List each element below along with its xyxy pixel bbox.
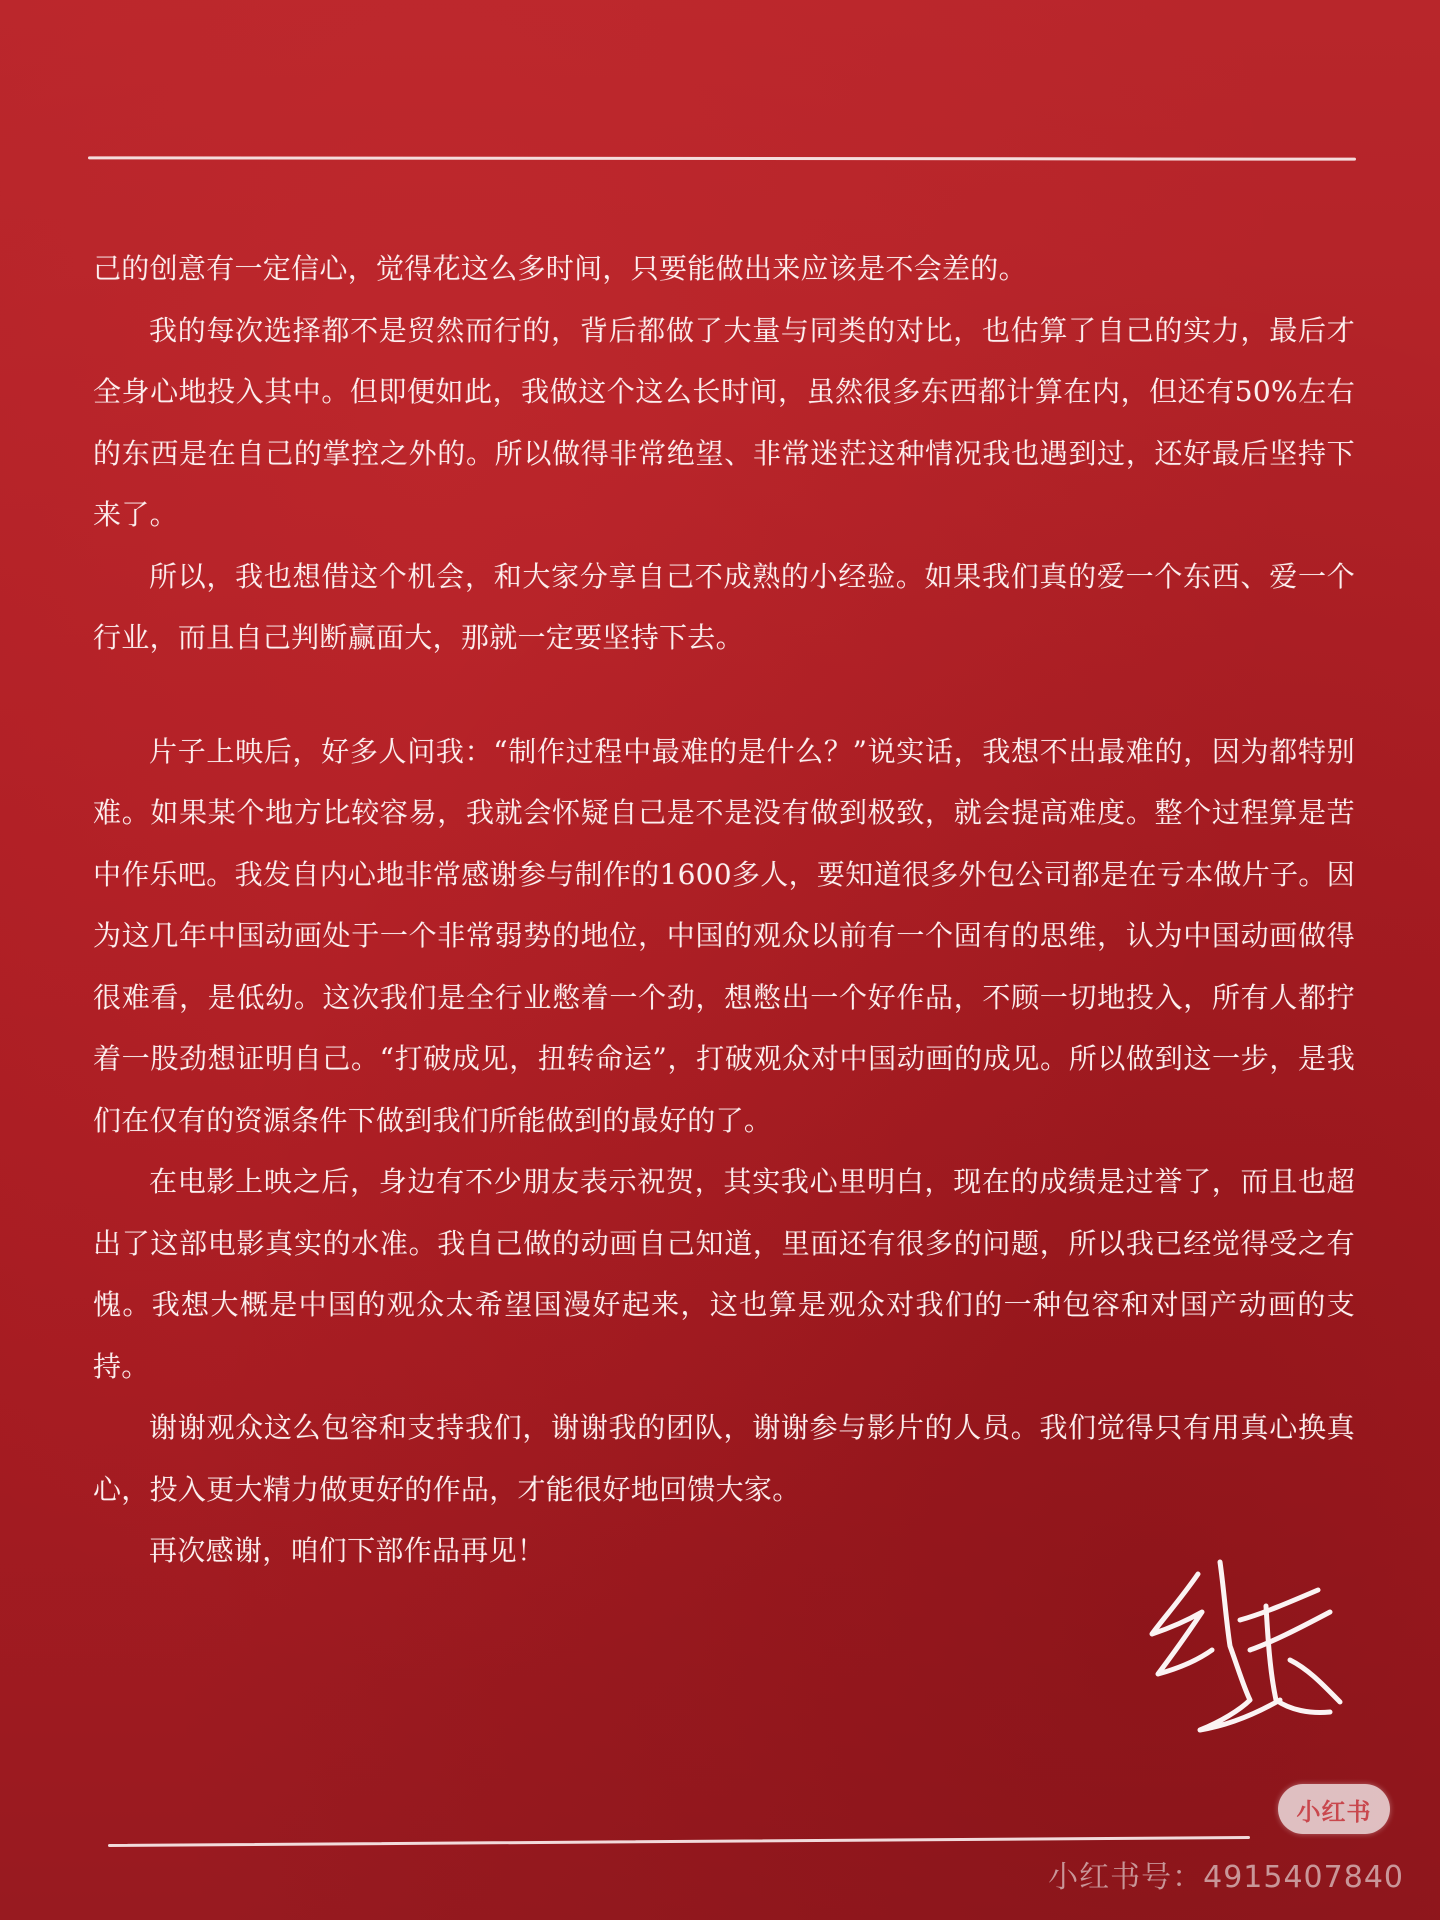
paragraph-production: 片子上映后，好多人问我：“制作过程中最难的是什么？”说实话，我想不出最难的，因为都特别难。如果某个地方比较容易，我就会怀疑自己是不是没有做到极致，就会提高难度。整个过程算是苦中作乐吧。我发自内心地非常感谢参与制作的1600多人，要知道很多外包公司都是在亏本做片子。因为这几年中国动画处于一个非常弱势的地位，中国的观众以前有一个固有的思维，认为中国动画做得很难看，是低幼。这次我们是全行业憋着一个劲，想憋出一个好作品，不顾一切地投入，所有人都拧着一股劲想证明自己。“打破成见，扭转命运”，打破观众对中国动画的成见。所以做到这一步，是我们在仅有的资源条件下做到我们所能做到的最好的了。 [93, 734, 1355, 1137]
paragraph-choices: 我的每次选择都不是贸然而行的，背后都做了大量与同类的对比，也估算了自己的实力，最后才全身心地投入其中。但即便如此，我做这个这么长时间，虽然很多东西都计算在内，但还有50%左右的东西是在自己的掌控之外的。所以做得非常绝望、非常迷茫这种情况我也遇到过，还好最后坚持下来了。 [93, 313, 1355, 531]
bottom-divider [108, 1836, 1250, 1847]
xiaohongshu-watermark: 小红书号：4915407840 [1048, 1860, 1404, 1895]
xiaohongshu-logo-text: 小红书 [1296, 1797, 1372, 1826]
paragraph-advice: 所以，我也想借这个机会，和大家分享自己不成熟的小经验。如果我们真的爱一个东西、爱一个行业，而且自己判断赢面大，那就一定要坚持下去。 [93, 559, 1355, 654]
handwritten-signature [1140, 1550, 1360, 1740]
letter-body [93, 238, 1355, 1582]
xiaohongshu-badge [1278, 1784, 1390, 1834]
paragraph-thanks: 谢谢观众这么包容和支持我们，谢谢我的团队，谢谢参与影片的人员。我们觉得只有用真心换真心，投入更大精力做更好的作品，才能很好地回馈大家。 [93, 1411, 1355, 1506]
paragraph-closing: 再次感谢，咱们下部作品再见！ [149, 1534, 546, 1567]
paragraph-gratitude-friends: 在电影上映之后，身边有不少朋友表示祝贺，其实我心里明白，现在的成绩是过誉了，而且也超出了这部电影真实的水准。我自己做的动画自己知道，里面还有很多的问题，所以我已经觉得受之有愧。我想大概是中国的观众太希望国漫好起来，这也算是观众对我们的一种包容和对国产动画的支持。 [93, 1165, 1355, 1383]
paragraph-continuation: 己的创意有一定信心，觉得花这么多时间，只要能做出来应该是不会差的。 [93, 252, 1027, 285]
top-divider [88, 156, 1356, 160]
